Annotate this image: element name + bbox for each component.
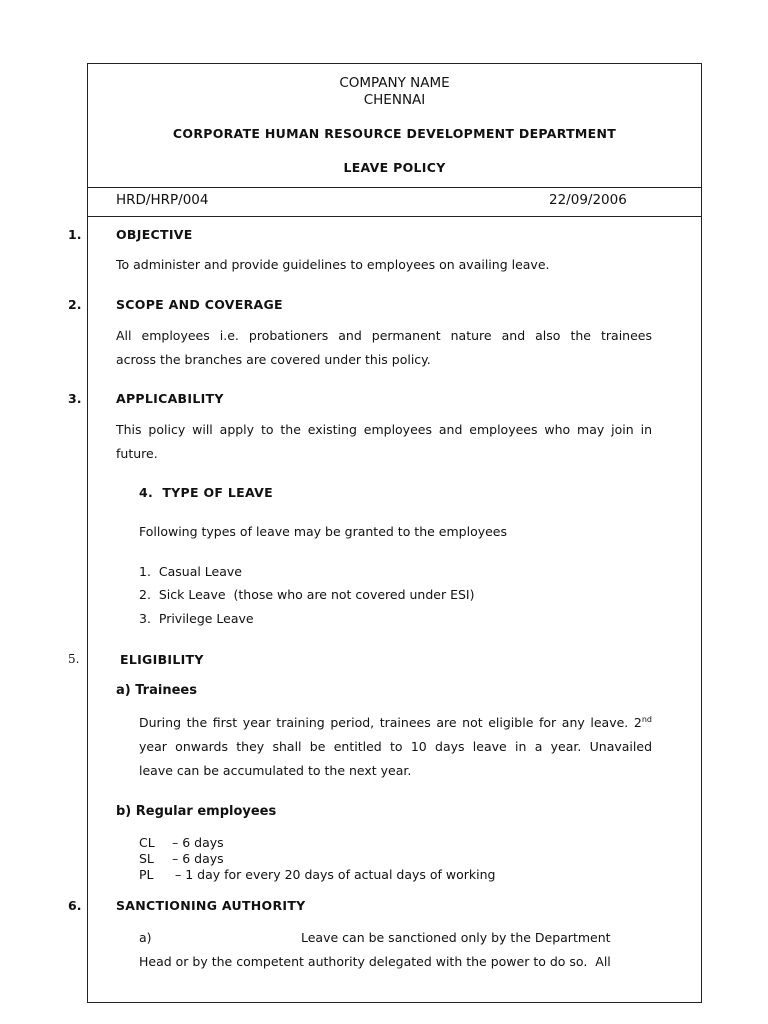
section-3-line-1: This policy will apply to the existing employees and employees who may join in bbox=[116, 422, 652, 437]
trainees-line-1 bbox=[139, 711, 652, 735]
leave-entitlement-code: PL bbox=[139, 867, 154, 882]
section-5-number: 5. bbox=[68, 652, 80, 666]
section-1-number: 1. bbox=[68, 227, 82, 242]
section-6-item-label: a) bbox=[139, 930, 152, 945]
section-6-line-2: Head or by the competent authority delegated with the power to do so. All bbox=[139, 954, 611, 969]
trainees-line-2: year onwards they shall be entitled to 10 days leave in a year. Unavailed bbox=[139, 739, 652, 754]
trainees-line-3: leave can be accumulated to the next year. bbox=[139, 763, 412, 778]
company-name: COMPANY NAME bbox=[339, 75, 450, 91]
department-title: CORPORATE HUMAN RESOURCE DEVELOPMENT DEPARTMENT bbox=[172, 126, 617, 141]
header-divider bbox=[87, 187, 702, 188]
regular-employees-subheading: b) Regular employees bbox=[116, 804, 277, 819]
leave-entitlement-code: CL bbox=[139, 835, 155, 850]
section-1-heading: OBJECTIVE bbox=[116, 227, 193, 242]
policy-title: LEAVE POLICY bbox=[343, 160, 446, 175]
section-2-line-2: across the branches are covered under this policy. bbox=[116, 352, 431, 367]
section-4-heading: 4. TYPE OF LEAVE bbox=[139, 485, 273, 500]
section-2-heading: SCOPE AND COVERAGE bbox=[116, 297, 283, 312]
section-6-number: 6. bbox=[68, 898, 82, 913]
section-3-line-2: future. bbox=[116, 446, 158, 461]
leave-entitlement-value: – 1 day for every 20 days of actual days of working bbox=[175, 867, 496, 882]
company-city: CHENNAI bbox=[363, 92, 426, 108]
section-2-line-1: All employees i.e. probationers and permanent nature and also the trainees bbox=[116, 328, 652, 343]
section-2-number: 2. bbox=[68, 297, 82, 312]
trainees-line-1-text: During the first year training period, trainees are not eligible for any leave. 2 bbox=[139, 715, 642, 730]
docinfo-divider bbox=[87, 216, 702, 217]
leave-type-item: 3. Privilege Leave bbox=[139, 611, 254, 626]
leave-type-item: 2. Sick Leave (those who are not covered under ESI) bbox=[139, 587, 475, 602]
section-6-heading: SANCTIONING AUTHORITY bbox=[116, 898, 306, 913]
section-1-text: To administer and provide guidelines to employees on availing leave. bbox=[116, 257, 550, 272]
section-3-number: 3. bbox=[68, 391, 82, 406]
leave-entitlement-code: SL bbox=[139, 851, 154, 866]
leave-type-item: 1. Casual Leave bbox=[139, 564, 242, 579]
leave-entitlement-value: – 6 days bbox=[172, 851, 224, 866]
document-code: HRD/HRP/004 bbox=[116, 192, 209, 208]
trainees-subheading: a) Trainees bbox=[116, 683, 197, 698]
section-6-line-1: Leave can be sanctioned only by the Department bbox=[301, 930, 611, 945]
section-5-heading: ELIGIBILITY bbox=[120, 652, 204, 667]
section-3-heading: APPLICABILITY bbox=[116, 391, 224, 406]
section-4-intro: Following types of leave may be granted to the employees bbox=[139, 524, 508, 539]
leave-entitlement-value: – 6 days bbox=[172, 835, 224, 850]
document-date: 22/09/2006 bbox=[549, 192, 627, 208]
ordinal-suffix: nd bbox=[641, 714, 652, 724]
